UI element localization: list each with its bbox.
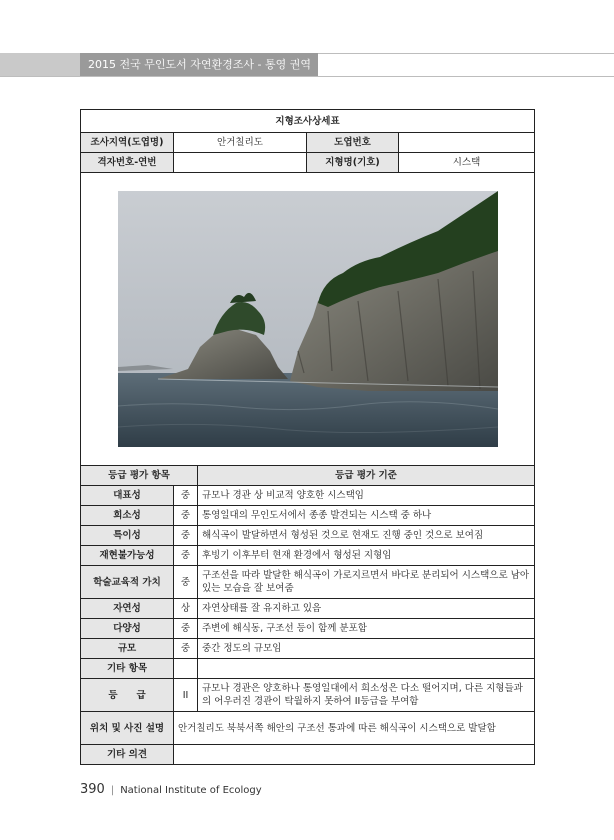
page-number: 390 <box>80 782 105 797</box>
photo-cell <box>81 173 535 466</box>
eval-item: 기타 항목 <box>81 659 174 679</box>
grid-number-label: 격자번호-연번 <box>81 153 174 173</box>
header-top-rule <box>318 53 614 54</box>
eval-item-overall: 등 급 <box>81 679 174 712</box>
eval-grade: 중 <box>174 486 198 506</box>
eval-item: 규모 <box>81 639 174 659</box>
map-number-label: 도엽번호 <box>307 133 399 153</box>
header-band <box>0 53 614 77</box>
eval-criteria-overall: 규모나 경관은 양호하나 통영일대에서 희소성은 다소 떨어지며, 다른 지형들과의 어우러진 경관이 탁월하지 못하여 II등급을 부여함 <box>198 679 535 712</box>
grid-number-value <box>174 153 307 173</box>
eval-item: 대표성 <box>81 486 174 506</box>
region-label: 조사지역(도엽명) <box>81 133 174 153</box>
header-bottom-rule <box>0 76 614 77</box>
landform-value: 시스택 <box>399 153 535 173</box>
location-value: 안거칠리도 북북서쪽 해안의 구조선 통과에 따른 해식곡이 시스택으로 발달함 <box>174 712 535 745</box>
eval-criteria-header: 등급 평가 기준 <box>198 466 535 486</box>
eval-grade: 중 <box>174 526 198 546</box>
eval-item: 자연성 <box>81 599 174 619</box>
survey-sheet-table <box>80 109 535 765</box>
eval-criteria <box>198 659 535 679</box>
eval-item: 학술교육적 가치 <box>81 566 174 599</box>
eval-criteria: 주변에 해식동, 구조선 등이 함께 분포함 <box>198 619 535 639</box>
eval-item: 다양성 <box>81 619 174 639</box>
eval-criteria: 통영일대의 무인도서에서 종종 발견되는 시스택 중 하나 <box>198 506 535 526</box>
page-footer <box>80 782 262 797</box>
eval-criteria: 구조선을 따라 발달한 해식곡이 가로지르면서 바다로 분리되어 시스택으로 남아있는 모습을 잘 보여줌 <box>198 566 535 599</box>
footer-separator: | <box>110 785 115 796</box>
sheet-title: 지형조사상세표 <box>81 110 535 133</box>
eval-criteria: 중간 정도의 규모임 <box>198 639 535 659</box>
other-opinion-value <box>174 745 535 765</box>
eval-grade: 중 <box>174 546 198 566</box>
header-grey-block <box>0 53 80 77</box>
eval-grade <box>174 659 198 679</box>
eval-grade: 중 <box>174 639 198 659</box>
eval-criteria: 규모나 경관 상 비교적 양호한 시스택임 <box>198 486 535 506</box>
eval-grade: 중 <box>174 619 198 639</box>
region-value: 안거칠리도 <box>174 133 307 153</box>
eval-criteria: 후빙기 이후부터 현재 환경에서 형성된 지형임 <box>198 546 535 566</box>
eval-grade-overall: II <box>174 679 198 712</box>
eval-item-header: 등급 평가 항목 <box>81 466 198 486</box>
eval-item: 재현불가능성 <box>81 546 174 566</box>
eval-criteria: 해식곡이 발달하면서 형성된 것으로 현재도 진행 중인 것으로 보여짐 <box>198 526 535 546</box>
eval-item: 특이성 <box>81 526 174 546</box>
footer-org: National Institute of Ecology <box>120 785 262 796</box>
eval-criteria: 자연상태를 잘 유지하고 있음 <box>198 599 535 619</box>
map-number-value <box>399 133 535 153</box>
landform-label: 지형명(기호) <box>307 153 399 173</box>
other-opinion-label: 기타 의견 <box>81 745 174 765</box>
eval-item: 희소성 <box>81 506 174 526</box>
sea-stack-photo <box>118 191 498 447</box>
eval-grade: 상 <box>174 599 198 619</box>
header-title: 2015 전국 무인도서 자연환경조사 - 통영 권역 <box>80 53 318 77</box>
location-label: 위치 및 사진 설명 <box>81 712 174 745</box>
eval-grade: 중 <box>174 506 198 526</box>
eval-grade: 중 <box>174 566 198 599</box>
